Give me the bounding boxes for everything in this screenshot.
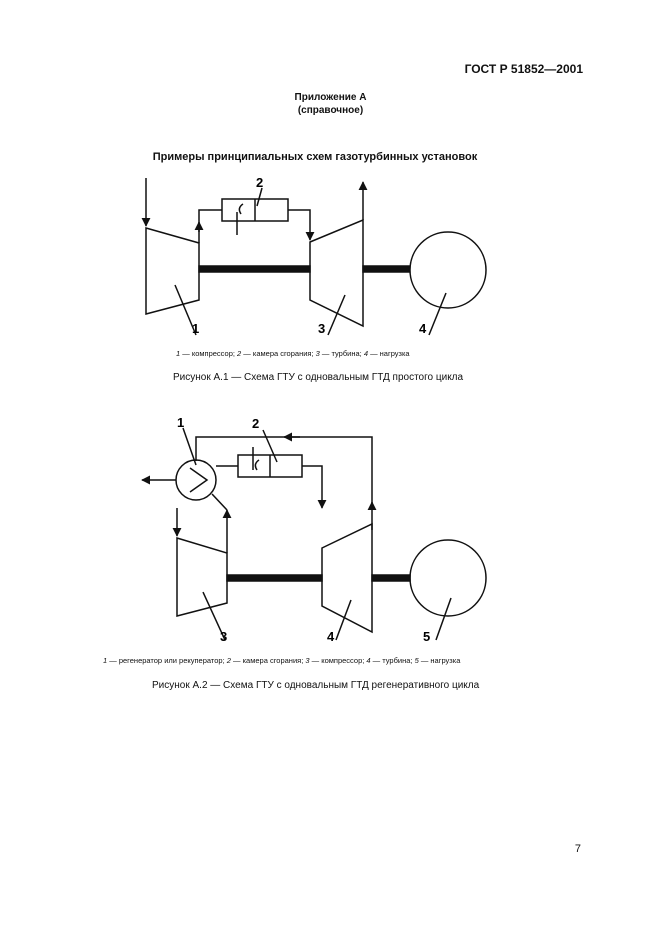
fig2-label-5: 5 [423, 629, 431, 644]
fig2-leader-5 [436, 598, 451, 640]
figure1-legend [176, 349, 410, 358]
fig1-legend-num-3: 3 [315, 349, 320, 358]
fig2-legend-text-4: — турбина; [370, 656, 415, 665]
fig1-duct-to-turbine [288, 210, 310, 240]
page-number: 7 [574, 843, 581, 855]
fig1-label-1: 1 [192, 321, 200, 336]
fig2-legend-num-4: 4 [366, 656, 371, 665]
fig2-label-4: 4 [327, 629, 335, 644]
fig2-label-1: 1 [177, 415, 185, 430]
document-code: ГОСТ Р 51852—2001 [464, 62, 583, 76]
figure2-diagram [142, 428, 486, 640]
section-title: Примеры принципиальных схем газотурбинных установок [152, 151, 478, 163]
fig1-load-shaft [363, 266, 409, 272]
fig2-load-shaft [372, 575, 410, 581]
fig2-legend-text-1: — регенератор или рекуператор; [107, 656, 227, 665]
fig1-shaft [199, 266, 310, 272]
fig2-label-2: 2 [252, 416, 260, 431]
fig1-label-3: 3 [318, 321, 326, 336]
fig2-legend-text-2: — камера сгорания; [230, 656, 306, 665]
fig1-label-2: 2 [256, 175, 264, 190]
fig2-regenerator-coil [190, 468, 207, 492]
fig2-legend-num-1: 1 [103, 656, 108, 665]
fig1-duct-to-combustor [199, 210, 222, 243]
figure1-diagram [146, 178, 486, 335]
appendix-subtitle: (справочное) [297, 105, 364, 116]
fig2-legend-num-5: 5 [414, 656, 419, 665]
fig2-regenerator [176, 460, 216, 500]
fig2-legend-text-5: — нагрузка [418, 656, 461, 665]
fig2-legend-num-3: 3 [305, 656, 310, 665]
fig1-legend-text-4: — нагрузка [367, 349, 410, 358]
fig2-shaft [227, 575, 322, 581]
fig1-load [410, 232, 486, 308]
figure1-caption: Рисунок А.1 — Схема ГТУ с одновальным ГТД простого цикла [173, 372, 464, 383]
fig2-duct-to-turbine [302, 466, 322, 508]
fig1-leader-2 [257, 188, 262, 206]
fig2-turbine [322, 524, 372, 632]
fig1-legend-num-4: 4 [363, 349, 368, 358]
appendix-title: Приложение А [294, 92, 367, 103]
fig2-flame-icon [253, 447, 259, 470]
fig2-compressor [177, 538, 227, 616]
figure2-caption: Рисунок А.2 — Схема ГТУ с одновальным ГТД регенеративного цикла [152, 680, 480, 691]
figure2-legend [103, 656, 460, 665]
fig1-legend-text-3: — турбина; [319, 349, 364, 358]
fig1-flame-icon [237, 204, 243, 235]
fig1-leader-4 [429, 293, 446, 335]
fig1-legend-text-1: — компрессор; [180, 349, 238, 358]
fig2-hot-gas-line [196, 437, 372, 508]
fig2-legend-text-3: — компрессор; [309, 656, 367, 665]
fig2-label-3: 3 [220, 629, 228, 644]
fig1-legend-num-1: 1 [176, 349, 181, 358]
fig1-leader-3 [328, 295, 345, 335]
fig1-turbine [310, 220, 363, 326]
fig1-label-4: 4 [419, 321, 427, 336]
fig2-to-regenerator [212, 494, 227, 510]
fig1-legend-num-2: 2 [237, 349, 242, 358]
fig1-compressor [146, 228, 199, 314]
figure2-labels [177, 415, 430, 644]
fig1-legend-text-2: — камера сгорания; [241, 349, 316, 358]
fig2-legend-num-2: 2 [226, 656, 231, 665]
fig2-leader-1 [183, 428, 196, 465]
